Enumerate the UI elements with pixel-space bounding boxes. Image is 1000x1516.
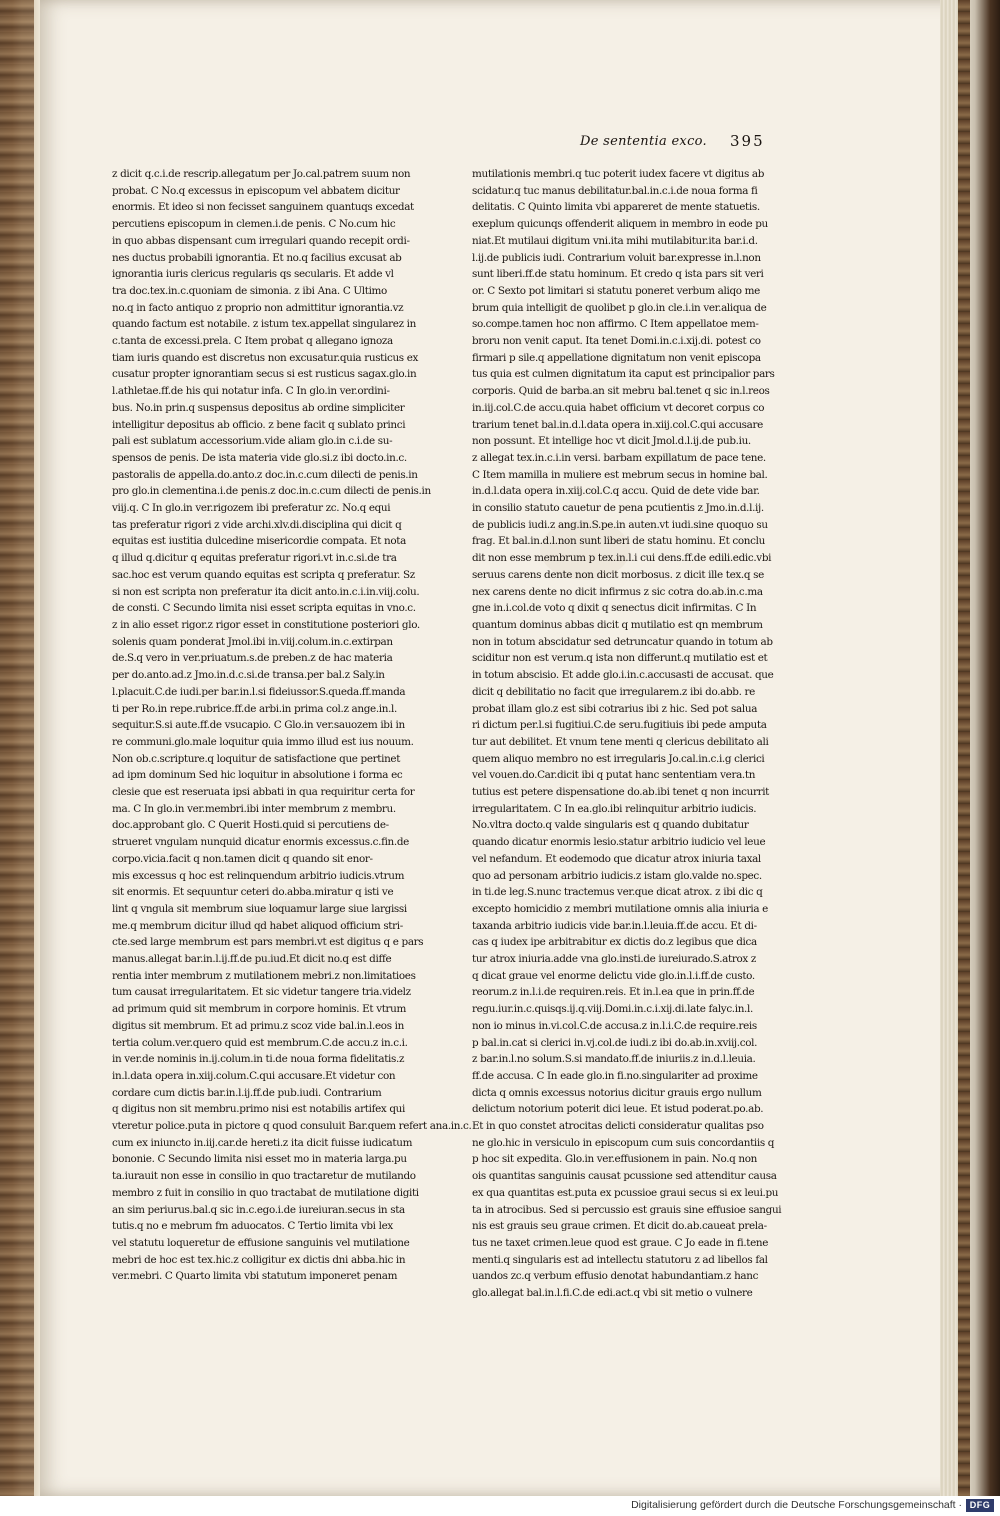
text-line: digitus sit membrum. Et ad primu.z scoz vide bal.in.l.eos in [112, 1019, 404, 1032]
text-line: de.S.q vero in ver.priuatum.s.de preben.z de hac materia [112, 652, 393, 665]
text-line: broru non venit caput. Ita tenet Domi.in.c.i.xij.di. potest co [472, 335, 761, 348]
text-line: viij.q. C In glo.in ver.rigozem ibi preferatur zc. No.q equi [112, 502, 391, 515]
text-line: tutius est petere dispensatione do.ab.ibi tenet q non incurrit [472, 786, 770, 799]
text-line: menti.q singularis est ad intellectu statutoru z ad libellos fal [472, 1253, 768, 1266]
text-line: lint q vngula sit membrum siue loquamur large siue largissi [112, 902, 407, 915]
text-line: tum causat irregularitatem. Et sic videtur tangere tria.videlz [112, 986, 411, 999]
text-line: brum quia intelligit de quolibet p glo.in cle.i.in ver.aliqua de [472, 301, 767, 314]
text-line: l.ij.de publicis iudi. Contrarium voluit bar.expresse in.l.non [472, 251, 761, 264]
text-line: doc.approbant glo. C Querit Hosti.quid si percutiens de- [112, 819, 389, 832]
text-line: No.vltra docto.q valde singularis est q quando dubitatur [472, 819, 749, 832]
text-line: niat.Et mutilaui digitum vni.ita mihi mutilabitur.ita bar.i.d. [472, 234, 758, 247]
text-line: in ti.de leg.S.nunc tractemus ver.que dicat atrox. z ibi dic q [472, 886, 763, 899]
text-line: trarium tenet bal.in.d.l.data opera in.xiij.col.C.qui accusare [472, 418, 763, 431]
text-line: non in totum abscidatur sed detruncatur quando in totum ab [472, 635, 773, 648]
book-binding-left [0, 0, 34, 1496]
text-line: seruus carens dente non dicit morbosus. z dicit ille tex.q se [472, 568, 764, 581]
text-line: sunt liberi.ff.de statu hominum. Et credo q ista pars sit veri [472, 268, 764, 281]
text-line: pali est sublatum accessorium.vide aliam glo.in c.i.de su- [112, 435, 393, 448]
text-line: spensos de penis. De ista materia vide glo.si.z ibi docto.in.c. [112, 451, 407, 464]
text-line: Et in quo constet atrocitas delicti consideratur qualitas pso [472, 1120, 764, 1133]
folio-number: 395 [730, 132, 765, 150]
text-line: taxanda arbitrio iudicis vide bar.in.l.leuia.ff.de accu. Et di- [472, 919, 757, 932]
digitization-footer [0, 1496, 1000, 1516]
text-line: ad primum quid sit membrum in corpore hominis. Et vtrum [112, 1003, 407, 1016]
text-line: dit non esse membrum p tex.in.l.i cui dens.ff.de edili.edic.vbi [472, 552, 772, 565]
text-line: l.placuit.C.de iudi.per bar.in.l.si fideiussor.S.queda.ff.manda [112, 685, 406, 698]
text-line: de consti. C Secundo limita nisi esset scripta equitas in vno.c. [112, 602, 416, 615]
funding-credit: Digitalisierung gefördert durch die Deutsche Forschungsgemeinschaft · [631, 1499, 962, 1511]
text-line: cas q iudex ipe arbitrabitur ex dictis do.z legibus que dica [472, 936, 757, 949]
text-line: sciditur non est verum.q ista non differunt.q mutilatio est et [472, 652, 768, 665]
text-line: mutilationis membri.q tuc poterit iudex facere vt digitus ab [472, 168, 765, 180]
text-line: in.d.l.data opera in.xiij.col.C.q accu. Quid de dete vide bar. [472, 485, 760, 498]
text-line: nex carens dente no dicit infirmus z sic cotra do.ab.in.c.ma [472, 585, 763, 598]
text-line: solenis quam ponderat Jmol.ibi in.viij.colum.in.c.extirpan [112, 635, 393, 648]
text-line: in quo abbas dispensant cum irregulari quando recepit ordi- [112, 234, 410, 247]
text-line: cusatur propter ignorantiam secus si est rusticus sagax.glo.in [112, 368, 417, 381]
text-line: corpo.vicia.facit q non.tamen dicit q quando sit enor- [112, 852, 373, 865]
page-edges [940, 0, 958, 1496]
text-line: ois quantitas sanguinis causat pcussione sed attenditur causa [472, 1170, 777, 1183]
text-line: per do.anto.ad.z Jmo.in.d.c.si.de transa.per bal.z Saly.in [112, 669, 385, 682]
text-line: firmari p sile.q appellatione dignitatum non venit episcopa [472, 351, 761, 364]
text-line: ignorantia iuris clericus regularis qs secularis. Et adde vl [112, 268, 394, 281]
text-line: enormis. Et ideo si non fecisset sanguinem quantuqs excedat [112, 201, 414, 214]
text-line: in consilio statuto cauetur de pena pcutientis z Jmo.in.d.l.ij. [472, 502, 764, 515]
text-line: quantum dominus abbas dicit q mutilatio est qn membrum [472, 618, 763, 631]
text-line: manus.allegat bar.in.l.ij.ff.de pu.iud.Et dicit no.q est diffe [112, 953, 392, 966]
text-column-left [112, 166, 472, 1292]
text-line: nes ductus probabili ignorantia. Et no.q facilius excusat ab [112, 251, 402, 264]
text-line: scidatur.q tuc manus debilitatur.bal.in.c.i.de noua forma fi [472, 184, 758, 197]
text-line: exeplum quicunqs offenderit aliquem in membro in eode pu [472, 218, 768, 231]
text-line: p hoc sit expedita. Glo.in ver.effusionem in pain. No.q non [472, 1153, 758, 1166]
text-line: excepto homicidio z membri mutilatione omnis alia iniuria e [472, 902, 768, 915]
text-line: delitatis. C Quinto limita vbi appareret de mente statuetis. [472, 201, 760, 214]
text-line: cte.sed large membrum est pars membri.vt est digitus q e pars [112, 936, 424, 949]
text-line: bononie. C Secundo limita nisi esset mo in materia larga.pu [112, 1153, 407, 1166]
text-line: c.tanta de excessi.prela. C Item probat q allegano ignoza [112, 335, 393, 348]
text-line: tiam iuris quando est discretus non excusatur.quia rusticus ex [112, 351, 419, 364]
text-line: sit enormis. Et sequuntur ceteri do.abba.miratur q isti ve [112, 886, 394, 899]
text-line: sequitur.S.si aute.ff.de vsucapio. C Glo.in ver.sauozem ibi in [112, 719, 405, 732]
text-line: dicta q omnis excessus notorius dicitur grauis ergo nullum [472, 1086, 762, 1099]
text-line: ta.iurauit non esse in consilio in quo tractaretur de mutilando [112, 1170, 416, 1183]
text-column-right [472, 166, 782, 1300]
text-line: ad ipm dominum Sed hic loquitur in absolutione i forma ec [112, 769, 403, 782]
text-line: in.iij.col.C.de accu.quia habet officium vt decoret corpus co [472, 401, 765, 414]
text-line: in totum abscisio. Et adde glo.i.in.c.accusasti de accusat. que [472, 669, 774, 682]
text-line: tur aut debilitet. Et vnum tene menti q clericus debilitato ali [472, 735, 769, 748]
text-line: clesie que est reseruata ipsi abbati in qua requiritur certa for [112, 786, 415, 799]
text-line: irregularitatem. C In ea.glo.ibi relinquitur arbitrio iudicis. [472, 802, 757, 815]
text-line: tas preferatur rigori z vide archi.xlv.di.disciplina qui dicit q [112, 518, 402, 531]
text-line: pro glo.in clementina.i.de penis.z doc.in.c.cum dilecti de penis.in [112, 485, 431, 498]
text-line: quem aliquo membro no est irregularis Jo.cal.in.c.i.g clerici [472, 752, 765, 765]
text-line: glo.allegat bal.in.l.fi.C.de edi.act.q vbi sit metio o vulnere [472, 1287, 753, 1300]
text-line: bus. No.in prin.q suspensus depositus ab ordine simpliciter [112, 401, 405, 414]
text-line: pastoralis de appella.do.anto.z doc.in.c.cum dilecti de penis.in [112, 468, 418, 481]
text-line: mebri de hoc est tex.hic.z colligitur ex dictis dni abba.hic in [112, 1253, 406, 1266]
text-line: Non ob.c.scripture.q loquitur de satisfactione que pertinet [112, 752, 401, 765]
text-line: re communi.glo.male loquitur quia immo illud est ius nouum. [112, 735, 414, 748]
text-line: rentia inter membrum z mutilationem mebri.z non.limitatioes [112, 969, 416, 982]
text-line: in.l.data opera in.xiij.colum.C.qui accusare.Et videtur con [112, 1069, 396, 1082]
text-line: me.q membrum dicitur illud qd habet aliquod officium stri- [112, 919, 403, 932]
text-line: q dicat graue vel enorme delictu vide glo.in.l.i.ff.de custo. [472, 969, 755, 982]
text-line: vel nefandum. Et eodemodo que dicatur atrox iniuria taxal [472, 852, 761, 865]
book-binding-right [958, 0, 970, 1496]
text-line: membro z fuit in consilio in quo tractabat de mutilatione digiti [112, 1186, 419, 1199]
text-line: mis excessus q hoc est relinquendum arbitrio iudicis.vtrum [112, 869, 405, 882]
running-header [580, 130, 780, 156]
text-line: in ver.de nominis in.ij.colum.in ti.de noua forma fidelitatis.z [112, 1053, 405, 1066]
text-line: z dicit q.c.i.de rescrip.allegatum per Jo.cal.patrem suum non [112, 168, 411, 180]
text-line: quo ad personam arbitrio iudicis.z istam glo.valde no.spec. [472, 869, 762, 882]
text-line: nis est grauis seu graue crimen. Et dicit do.ab.caueat prela- [472, 1220, 767, 1233]
text-line: strueret vngulam nunquid dicatur enormis excessus.c.fin.de [112, 836, 409, 849]
text-line: percutiens episcopum in clemen.i.de penis. C No.cum hic [112, 218, 396, 231]
text-line: vel statutu loqueretur de effusione sanguinis vel mutilatione [112, 1237, 410, 1249]
text-line: p bal.in.cat si clerici in.vj.col.de iudi.z ibi do.ab.in.xviij.col. [472, 1036, 758, 1049]
text-line: de publicis iudi.z ang.in.S.pe.in auten.vt iudi.sine quoquo su [472, 518, 768, 531]
text-line: ti per Ro.in repe.rubrice.ff.de arbi.in prima col.z ange.in.l. [112, 702, 397, 715]
text-line: dicit q debilitatio no facit que irregularem.z ibi do.abb. re [472, 685, 755, 698]
text-line: vel vouen.do.Car.dicit ibi q putat hanc sententiam vera.tn [472, 769, 756, 782]
text-line: equitas est iustitia dulcedine misericordie compata. Et nota [112, 535, 406, 548]
text-line: delictum notorium poterit dici leue. Et istud poderat.po.ab. [472, 1103, 764, 1116]
text-line: q digitus non sit membru.primo nisi est notabilis artifex qui [112, 1103, 405, 1116]
facing-page-fragment [6, 20, 34, 1420]
text-line: quando dicatur enormis lesio.statur arbitrio iudicio vel leue [472, 836, 766, 849]
text-line: reorum.z in.l.i.de requiren.reis. Et in.l.ea que in prin.ff.de [472, 986, 755, 999]
text-line: corporis. Quid de barba.an sit mebru bal.tenet q sic in.l.reos [472, 385, 770, 398]
text-line: tutis.q no e mebrum fm aduocatos. C Tertio limita vbi lex [112, 1220, 393, 1233]
text-line: tra doc.tex.in.c.quoniam de simonia. z ibi Ana. C Ultimo [112, 284, 387, 297]
text-line: ma. C In glo.in ver.membri.ibi inter membrum z membru. [112, 802, 396, 815]
text-line: l.athletae.ff.de his qui notatur infa. C In glo.in ver.ordini- [112, 385, 390, 398]
text-line: non possunt. Et intellige hoc vt dicit Jmol.d.l.ij.de pub.iu. [472, 435, 751, 448]
text-line: gne in.i.col.de voto q dixit q senectus dicit infirmitas. C In [472, 602, 757, 615]
text-line: ex qua quantitas est.puta ex pcussioe graui secus si ex leui.pu [472, 1186, 779, 1199]
text-line: cum ex iniuncto in.iij.car.de hereti.z ita dicit fuisse iudicatum [112, 1136, 413, 1149]
text-line: intelligitur depositus ab officio. z bene facit q sublato princi [112, 418, 406, 431]
text-line: ri dictum per.l.si fugitiui.C.de seru.fugitiuis ibi pede amputa [472, 719, 767, 732]
text-line: z in alio esset rigor.z rigor esset in constitutione posteriori glo. [112, 618, 420, 631]
running-title: De sententia exco. [580, 134, 707, 149]
text-line: quando factum est notabile. z istum tex.appellat singularez in [112, 318, 416, 331]
text-line: non io minus in.vi.col.C.de accusa.z in.l.i.C.de require.reis [472, 1019, 757, 1032]
dfg-logo-icon: DFG [966, 1499, 994, 1512]
text-line: so.compe.tamen hoc non affirmo. C Item appellatoe mem- [472, 318, 759, 331]
text-line: q illud q.dicitur q equitas preferatur rigori.vt in.c.si.de tra [112, 552, 397, 565]
text-line: ne glo.hic in versiculo in episcopum cum suis concordantiis q [472, 1136, 775, 1149]
text-line: C Item mamilla in muliere est mebrum secus in homine bal. [472, 468, 768, 481]
text-line: tur atrox iniuria.adde vna glo.insti.de iureiurado.S.atrox z [472, 953, 756, 966]
text-line: z allegat tex.in.c.i.in versi. barbam expillatum de pace tene. [472, 451, 766, 464]
text-line: vteretur police.puta in pictore q quod consuluit Bar.quem refert ana.in.c. [112, 1120, 472, 1133]
text-line: ta in atrocibus. Sed si percussio est grauis sine effusioe sangui [472, 1203, 782, 1216]
text-line: z bar.in.l.no solum.S.si mandato.ff.de iniuriis.z in.d.l.leuia. [472, 1053, 756, 1066]
text-line: tus quia est culmen dignitatum ita caput est principalior pars [472, 368, 775, 381]
text-line: tus ne taxet crimen.leue quod est graue. C Jo eade in fi.tene [472, 1237, 769, 1249]
text-line: frag. Et bal.in.d.l.non sunt liberi de statu hominu. Et conclu [472, 535, 765, 548]
text-line: probat illam glo.z est sibi cotrarius ibi z hic. Sed pot salua [472, 702, 758, 715]
text-line: uandos zc.q verbum effusio denotat habundantiam.z hanc [472, 1270, 759, 1283]
text-line: no.q in facto antiquo z proprio non admittitur ignorantia.vz [112, 301, 404, 314]
text-line: regu.iur.in.c.quisqs.ij.q.viij.Domi.in.c.i.xij.di.late falyc.in.l. [472, 1003, 753, 1016]
text-line: sac.hoc est verum quando equitas est scripta q preferatur. Sz [112, 568, 415, 581]
text-line: ver.mebri. C Quarto limita vbi statutum imponeret penam [112, 1270, 398, 1283]
text-line: si non est scripta non preferatur ita dicit anto.in.c.i.in.viij.colu. [112, 585, 420, 598]
text-line: an sim periurus.bal.q sic in.c.ego.i.de iureiuran.secus in sta [112, 1203, 405, 1216]
text-line: cordare cum dictis bar.in.l.ij.ff.de pub.iudi. Contrarium [112, 1086, 382, 1099]
text-line: or. C Sexto pot limitari si statutu poneret verbum aliqo me [472, 284, 760, 297]
text-line: ff.de accusa. C In eade glo.in fi.no.singulariter ad proxime [472, 1069, 758, 1082]
text-line: probat. C No.q excessus in episcopum vel abbatem dicitur [112, 184, 400, 197]
text-line: tertia colum.ver.quero quid est membrum.C.de accu.z in.c.i. [112, 1036, 408, 1049]
